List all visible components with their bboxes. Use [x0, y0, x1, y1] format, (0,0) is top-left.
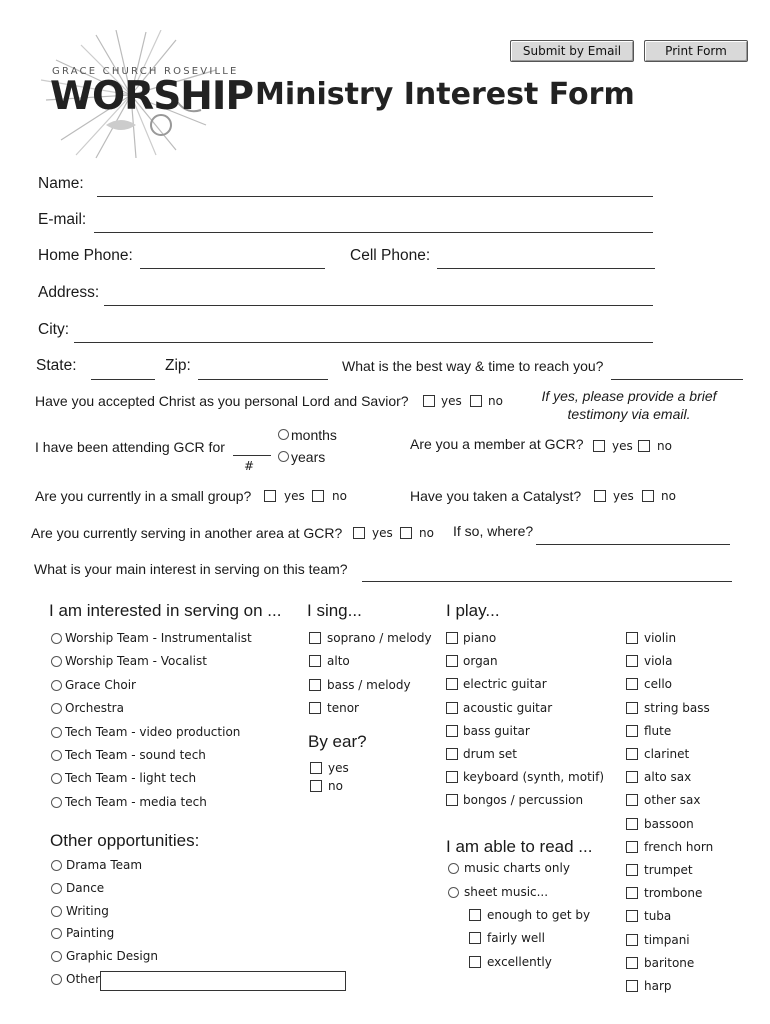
main-interest-field[interactable]: [362, 581, 732, 582]
play-trumpet-checkbox[interactable]: [626, 864, 638, 876]
read-level-excellently-label: excellently: [487, 954, 552, 969]
play-tuba-label: tuba: [644, 909, 672, 924]
attending-duration-field[interactable]: [233, 455, 271, 456]
play-harp-checkbox[interactable]: [626, 980, 638, 992]
accepted-christ-question: Have you accepted Christ as you personal Lord and Savior?: [35, 393, 409, 409]
play-bassoon-label: bassoon: [644, 816, 694, 831]
reach-question: What is the best way & time to reach you?: [342, 358, 604, 374]
small-group-yes-checkbox[interactable]: [264, 490, 276, 502]
read-level-enough-to-get-by-checkbox[interactable]: [469, 909, 481, 921]
play-bass-guitar-label: bass guitar: [463, 723, 530, 738]
play-viola-checkbox[interactable]: [626, 655, 638, 667]
interest-tech-team-sound-tech-radio[interactable]: [51, 750, 62, 761]
read-level-fairly-well-checkbox[interactable]: [469, 932, 481, 944]
other-dance-label: Dance: [66, 880, 105, 895]
interest-grace-choir-radio[interactable]: [51, 680, 62, 691]
attending-hash-label: #: [244, 459, 255, 473]
play-electric-guitar-checkbox[interactable]: [446, 678, 458, 690]
play-bass-guitar-checkbox[interactable]: [446, 725, 458, 737]
interest-tech-team-sound-tech-label: Tech Team - sound tech: [65, 748, 206, 762]
by-ear-no-label: no: [328, 779, 343, 793]
interest-tech-team-video-production-label: Tech Team - video production: [65, 724, 241, 739]
sing-heading: I sing...: [307, 601, 362, 620]
play-other-sax-label: other sax: [644, 793, 701, 808]
sing-tenor-checkbox[interactable]: [309, 702, 321, 714]
play-bongos-percussion-label: bongos / percussion: [463, 793, 584, 808]
play-timpani-label: timpani: [644, 932, 690, 947]
small-group-no-checkbox[interactable]: [312, 490, 324, 502]
play-clarinet-label: clarinet: [644, 747, 690, 761]
state-field[interactable]: [91, 379, 155, 380]
play-keyboard-synth-motif-label: keyboard (synth, motif): [463, 770, 605, 785]
zip-field[interactable]: [198, 379, 328, 380]
other-opportunities-heading: Other opportunities:: [50, 831, 200, 850]
play-string-bass-label: string bass: [644, 700, 710, 715]
name-field[interactable]: [97, 196, 653, 197]
play-string-bass-checkbox[interactable]: [626, 702, 638, 714]
by-ear-heading: By ear?: [308, 732, 367, 751]
play-violin-checkbox[interactable]: [626, 632, 638, 644]
sing-alto-checkbox[interactable]: [309, 655, 321, 667]
play-trombone-label: trombone: [644, 886, 703, 901]
small-group-yes-label: yes: [284, 489, 305, 503]
serving-other-question: Are you currently serving in another area at GCR?: [31, 525, 343, 541]
play-piano-label: piano: [463, 631, 497, 645]
sing-tenor-label: tenor: [327, 701, 359, 716]
play-french-horn-label: french horn: [644, 839, 714, 854]
play-drum-set-checkbox[interactable]: [446, 748, 458, 760]
accepted-no-label: no: [488, 394, 503, 408]
other-dance-radio[interactable]: [51, 883, 62, 894]
play-alto-sax-label: alto sax: [644, 770, 692, 785]
catalyst-no-checkbox[interactable]: [642, 490, 654, 502]
small-group-no-label: no: [332, 489, 347, 503]
other-graphic-design-label: Graphic Design: [66, 949, 158, 964]
where-field[interactable]: [536, 544, 730, 545]
member-question: Are you a member at GCR?: [410, 436, 584, 452]
play-baritone-checkbox[interactable]: [626, 957, 638, 969]
catalyst-question: Have you taken a Catalyst?: [410, 488, 582, 504]
worship-logo: [36, 30, 254, 160]
main-interest-question: What is your main interest in serving on this team?: [34, 561, 348, 577]
catalyst-no-label: no: [661, 489, 676, 503]
interest-orchestra-radio[interactable]: [51, 703, 62, 714]
read-sheet-music-radio[interactable]: [448, 887, 459, 898]
serving-other-yes-checkbox[interactable]: [353, 527, 365, 539]
interest-tech-team-media-tech-radio[interactable]: [51, 797, 62, 808]
by-ear-yes-checkbox[interactable]: [310, 762, 322, 774]
serving-other-no-label: no: [419, 526, 434, 540]
testimony-note: If yes, please provide a brief testimony via email.: [541, 388, 717, 422]
interest-orchestra-label: Orchestra: [65, 701, 124, 716]
play-acoustic-guitar-label: acoustic guitar: [463, 700, 553, 715]
interest-heading: I am interested in serving on ...: [49, 601, 282, 620]
other-opportunity-text-input[interactable]: [100, 971, 346, 991]
read-music-charts-only-radio[interactable]: [448, 863, 459, 874]
member-yes-label: yes: [612, 439, 633, 453]
interest-tech-team-light-tech-label: Tech Team - light tech: [65, 771, 197, 786]
interest-worship-team-vocalist-radio[interactable]: [51, 656, 62, 667]
member-no-checkbox[interactable]: [638, 440, 650, 452]
submit-by-email-button[interactable]: Submit by Email: [510, 40, 634, 62]
play-trumpet-label: trumpet: [644, 863, 693, 877]
other-drama-team-label: Drama Team: [66, 858, 143, 872]
address-label: Address:: [38, 284, 100, 301]
play-cello-checkbox[interactable]: [626, 678, 638, 690]
play-harp-label: harp: [644, 979, 672, 993]
read-level-excellently-checkbox[interactable]: [469, 956, 481, 968]
cell-phone-field[interactable]: [437, 268, 655, 269]
print-form-button[interactable]: Print Form: [644, 40, 748, 62]
other-other-label: Other: [66, 972, 101, 986]
interest-tech-team-media-tech-label: Tech Team - media tech: [65, 794, 207, 809]
play-bongos-percussion-checkbox[interactable]: [446, 794, 458, 806]
play-french-horn-checkbox[interactable]: [626, 841, 638, 853]
play-electric-guitar-label: electric guitar: [463, 677, 547, 692]
other-painting-radio[interactable]: [51, 928, 62, 939]
serving-other-no-checkbox[interactable]: [400, 527, 412, 539]
interest-tech-team-light-tech-radio[interactable]: [51, 773, 62, 784]
sing-soprano-melody-checkbox[interactable]: [309, 632, 321, 644]
where-question: If so, where?: [453, 523, 534, 539]
play-baritone-label: baritone: [644, 955, 695, 970]
zip-label: Zip:: [165, 357, 191, 374]
read-level-fairly-well-label: fairly well: [487, 931, 545, 946]
city-label: City:: [38, 321, 69, 338]
sing-bass-melody-label: bass / melody: [327, 677, 411, 692]
member-yes-checkbox[interactable]: [593, 440, 605, 452]
play-tuba-checkbox[interactable]: [626, 910, 638, 922]
reach-field[interactable]: [611, 379, 743, 380]
page-title: Ministry Interest Form: [255, 77, 635, 112]
play-acoustic-guitar-checkbox[interactable]: [446, 702, 458, 714]
other-writing-radio[interactable]: [51, 906, 62, 917]
small-group-question: Are you currently in a small group?: [35, 488, 252, 504]
play-flute-label: flute: [644, 723, 672, 738]
months-label: months: [291, 427, 337, 443]
play-clarinet-checkbox[interactable]: [626, 748, 638, 760]
read-music-charts-only-label: music charts only: [464, 861, 570, 875]
home-phone-field[interactable]: [140, 268, 325, 269]
by-ear-no-checkbox[interactable]: [310, 780, 322, 792]
play-organ-label: organ: [463, 654, 498, 669]
years-label: years: [291, 449, 326, 465]
state-label: State:: [36, 357, 77, 374]
address-field[interactable]: [104, 305, 653, 306]
other-painting-label: Painting: [66, 926, 115, 941]
catalyst-yes-label: yes: [613, 489, 634, 503]
interest-worship-team-instrumentalist-label: Worship Team - Instrumentalist: [65, 631, 252, 645]
play-violin-label: violin: [644, 631, 677, 645]
other-graphic-design-radio[interactable]: [51, 951, 62, 962]
member-no-label: no: [657, 439, 672, 453]
other-drama-team-radio[interactable]: [51, 860, 62, 871]
read-level-enough-to-get-by-label: enough to get by: [487, 908, 591, 922]
play-keyboard-synth-motif-checkbox[interactable]: [446, 771, 458, 783]
interest-worship-team-vocalist-label: Worship Team - Vocalist: [65, 654, 207, 669]
read-sheet-music-label: sheet music...: [464, 884, 549, 899]
email-label: E-mail:: [38, 211, 87, 228]
play-piano-checkbox[interactable]: [446, 632, 458, 644]
play-viola-label: viola: [644, 654, 673, 669]
play-timpani-checkbox[interactable]: [626, 934, 638, 946]
interest-grace-choir-label: Grace Choir: [65, 677, 136, 692]
logo-church-name: GRACE CHURCH ROSEVILLE: [52, 66, 239, 77]
play-alto-sax-checkbox[interactable]: [626, 771, 638, 783]
years-radio[interactable]: [278, 451, 289, 462]
read-heading: I am able to read ...: [446, 837, 593, 856]
interest-tech-team-video-production-radio[interactable]: [51, 727, 62, 738]
play-cello-label: cello: [644, 677, 672, 692]
other-writing-label: Writing: [66, 903, 109, 918]
accepted-yes-checkbox[interactable]: [423, 395, 435, 407]
play-heading: I play...: [446, 601, 500, 620]
play-other-sax-checkbox[interactable]: [626, 794, 638, 806]
home-phone-label: Home Phone:: [38, 247, 133, 264]
email-field[interactable]: [94, 232, 653, 233]
other-other-radio[interactable]: [51, 974, 62, 985]
accepted-yes-label: yes: [441, 394, 462, 408]
play-trombone-checkbox[interactable]: [626, 887, 638, 899]
catalyst-yes-checkbox[interactable]: [594, 490, 606, 502]
play-flute-checkbox[interactable]: [626, 725, 638, 737]
play-bassoon-checkbox[interactable]: [626, 818, 638, 830]
by-ear-yes-label: yes: [328, 761, 349, 775]
name-label: Name:: [38, 175, 84, 192]
months-radio[interactable]: [278, 429, 289, 440]
logo-worship-text: WORSHIP: [50, 74, 254, 119]
sing-alto-label: alto: [327, 654, 350, 669]
cell-phone-label: Cell Phone:: [350, 247, 431, 264]
sing-bass-melody-checkbox[interactable]: [309, 679, 321, 691]
sing-soprano-melody-label: soprano / melody: [327, 631, 432, 645]
play-organ-checkbox[interactable]: [446, 655, 458, 667]
serving-other-yes-label: yes: [372, 526, 393, 540]
play-drum-set-label: drum set: [463, 747, 517, 761]
attending-question: I have been attending GCR for: [35, 439, 225, 455]
accepted-no-checkbox[interactable]: [470, 395, 482, 407]
interest-worship-team-instrumentalist-radio[interactable]: [51, 633, 62, 644]
city-field[interactable]: [74, 342, 653, 343]
